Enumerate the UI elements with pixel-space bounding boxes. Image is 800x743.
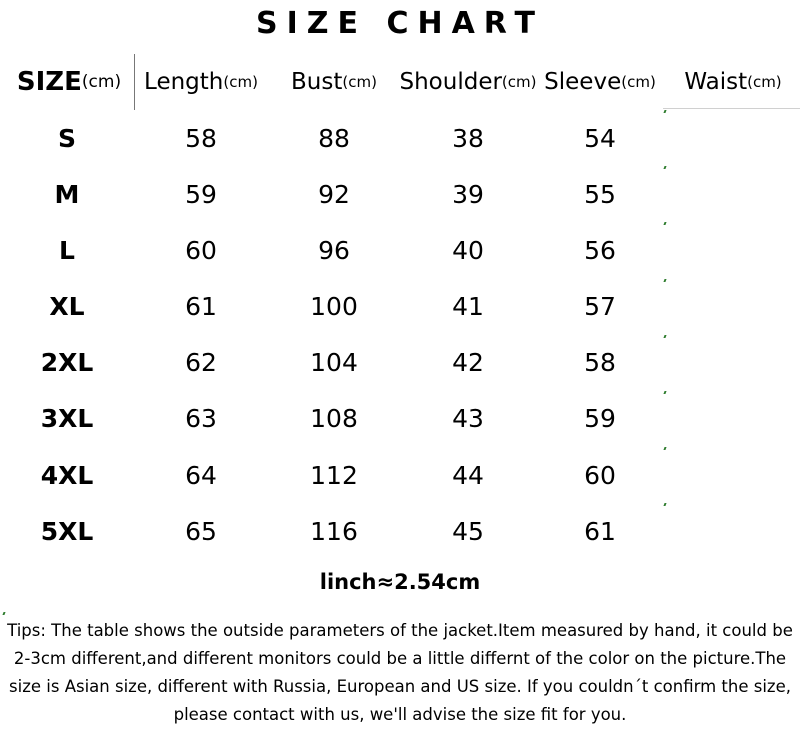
- cell-length: 59: [185, 179, 217, 209]
- cell-shoulder: 38: [452, 123, 484, 153]
- cell-shoulder: 45: [452, 516, 484, 546]
- cell-length: 63: [185, 404, 217, 434]
- cell-sleeve: 55: [584, 179, 616, 209]
- cell-bust: 92: [318, 179, 350, 209]
- cell-bust: 104: [310, 348, 358, 378]
- green-tick-mark: [663, 503, 669, 506]
- header-waist-label: Waist: [684, 69, 748, 95]
- cell-shoulder: 40: [452, 235, 484, 265]
- table-row: [0, 166, 800, 222]
- tips-paragraph: Tips: The table shows the outside parameters of the jacket.Item measured by hand, it could be 2-3cm different,and different monitors could be a little differnt of the color on the picture.The size is Asian size, different with Russia, European and US size. If you couldn´t confirm the size, please contact with us, we'll advise the size fit for you.: [7, 621, 793, 724]
- cell-bust: 108: [310, 404, 358, 434]
- cell-size: XL: [49, 292, 85, 322]
- cell-bust: 96: [318, 235, 350, 265]
- cell-length: 62: [185, 348, 217, 378]
- header-bust-label: Bust: [291, 69, 343, 95]
- header-length-unit: (cm): [223, 73, 258, 91]
- header-size-label: SIZE: [16, 67, 82, 97]
- cell-sleeve: 56: [584, 235, 616, 265]
- cell-waist: [670, 166, 796, 222]
- table-row: [0, 503, 800, 559]
- green-tick-mark: [663, 447, 669, 450]
- inch-conversion-note: linch≈2.54cm: [319, 570, 481, 594]
- cell-size: L: [59, 235, 75, 265]
- cell-shoulder: 41: [452, 292, 484, 322]
- header-shoulder: [398, 56, 538, 108]
- cell-bust: 116: [310, 516, 358, 546]
- cell-length: 64: [185, 460, 217, 490]
- cell-shoulder: 42: [452, 348, 484, 378]
- table-row: [0, 447, 800, 503]
- size-chart-title: SIZE CHART: [255, 6, 545, 41]
- cell-sleeve: 59: [584, 404, 616, 434]
- cell-waist: [670, 335, 796, 391]
- cell-waist: [670, 503, 796, 559]
- cell-size: M: [54, 179, 80, 209]
- header-waist-unit: (cm): [747, 73, 782, 91]
- green-tick-mark: [663, 391, 669, 394]
- cell-size: S: [57, 123, 76, 153]
- green-tick-mark: [663, 110, 669, 113]
- cell-shoulder: 44: [452, 460, 484, 490]
- cell-size: 2XL: [40, 348, 94, 378]
- cell-waist: [670, 222, 796, 278]
- size-table-body: [0, 110, 800, 560]
- cell-sleeve: 61: [584, 516, 616, 546]
- green-tick-mark: [663, 279, 669, 282]
- cell-size: 5XL: [40, 516, 94, 546]
- header-length: [140, 56, 262, 108]
- cell-length: 58: [185, 123, 217, 153]
- header-waist: [670, 56, 796, 108]
- cell-size: 4XL: [40, 460, 94, 490]
- cell-bust: 88: [318, 123, 350, 153]
- cell-waist: [670, 391, 796, 447]
- cell-length: 60: [185, 235, 217, 265]
- header-sleeve-label: Sleeve: [544, 69, 622, 95]
- green-tick-mark: [663, 222, 669, 225]
- cell-waist: [670, 447, 796, 503]
- header-size: [10, 56, 128, 108]
- cell-length: 65: [185, 516, 217, 546]
- table-row: [0, 335, 800, 391]
- header-bust: [272, 56, 396, 108]
- header-divider: [134, 54, 135, 110]
- header-shoulder-label: Shoulder: [399, 69, 502, 95]
- header-shoulder-unit: (cm): [501, 73, 537, 91]
- cell-waist: [670, 279, 796, 335]
- table-row: [0, 110, 800, 166]
- header-underline: [663, 108, 800, 109]
- table-row: [0, 222, 800, 278]
- table-row: [0, 279, 800, 335]
- cell-length: 61: [185, 292, 217, 322]
- cell-sleeve: 57: [584, 292, 616, 322]
- header-sleeve-unit: (cm): [621, 73, 656, 91]
- cell-shoulder: 43: [452, 404, 484, 434]
- cell-size: 3XL: [40, 404, 94, 434]
- header-length-label: Length: [144, 69, 224, 95]
- green-tick-mark: [663, 166, 669, 169]
- table-row: [0, 391, 800, 447]
- header-bust-unit: (cm): [342, 73, 377, 91]
- cell-sleeve: 60: [584, 460, 616, 490]
- cell-sleeve: 58: [584, 348, 616, 378]
- green-tick-mark: [663, 335, 669, 338]
- cell-bust: 112: [310, 460, 358, 490]
- cell-sleeve: 54: [584, 123, 616, 153]
- table-header: [0, 56, 800, 108]
- cell-shoulder: 39: [452, 179, 484, 209]
- cell-waist: [670, 110, 796, 166]
- cell-bust: 100: [310, 292, 358, 322]
- header-sleeve: [538, 56, 662, 108]
- green-tick-mark: [2, 612, 8, 615]
- header-size-unit: (cm): [81, 72, 122, 92]
